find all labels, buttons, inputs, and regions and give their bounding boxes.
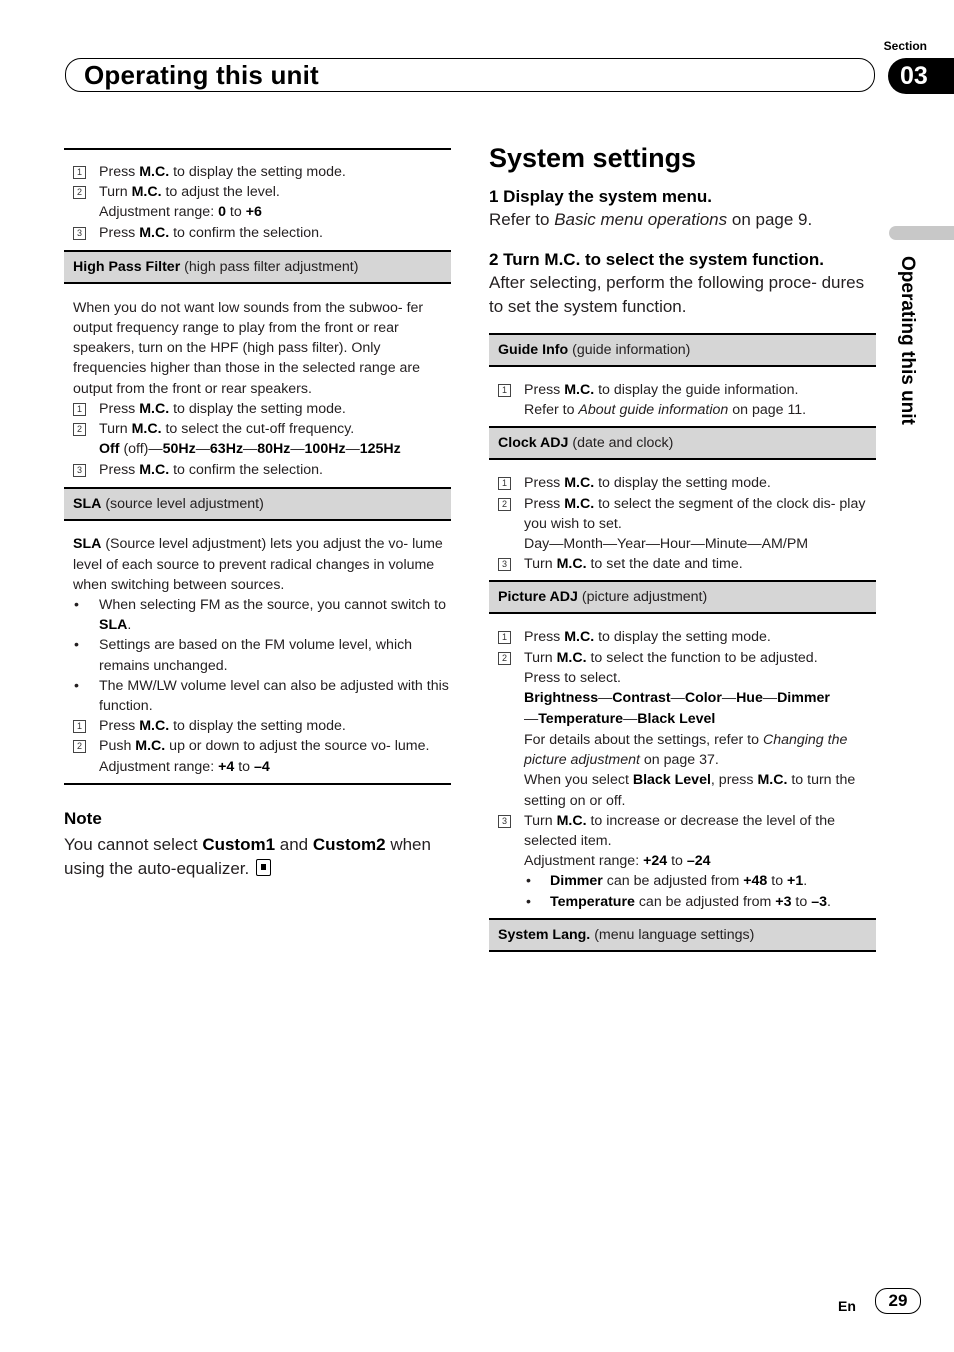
section-number-badge: 03 <box>888 58 954 94</box>
frequency-options: Off (off)—50Hz—63Hz—80Hz—100Hz—125Hz <box>99 441 401 458</box>
step-item: 3 Turn M.C. to increase or decrease the level of the selected item. <box>489 811 876 851</box>
step-body: Refer to Basic menu operations on page 9. <box>489 210 813 229</box>
adjustment-range: Adjustment range: 0 to +6 <box>99 204 262 221</box>
step-body: After selecting, perform the following proce- dures to set the system function. <box>489 273 865 316</box>
press-to-select: Press to select. <box>524 669 621 686</box>
step-item: 1 Press M.C. to display the guide information. <box>489 380 876 400</box>
step-heading: 1 Display the system menu. <box>489 187 712 206</box>
sla-band: SLA (source level adjustment) <box>64 487 451 521</box>
list-item: • Dimmer can be adjusted from +48 to +1. <box>489 871 876 891</box>
list-item: • The MW/LW volume level can also be adjusted with this function. <box>64 676 451 716</box>
side-tab-label: Operating this unit <box>897 256 918 425</box>
step-item: 2 Push M.C. up or down to adjust the source vo- lume. <box>64 736 451 756</box>
adjustment-range: Adjustment range: +24 to –24 <box>524 853 711 870</box>
step-item: 3 Turn M.C. to set the date and time. <box>489 554 876 574</box>
black-level-note: When you select Black Level, press M.C. to turn the setting on or off. <box>524 772 856 809</box>
step-item: 1 Press M.C. to display the setting mode. <box>64 399 451 419</box>
page-title: Operating this unit <box>84 60 319 90</box>
details-reference: For details about the settings, refer to Changing the picture adjustment on page 37. <box>524 732 848 769</box>
hpf-band: High Pass Filter (high pass filter adjustment) <box>64 250 451 284</box>
step-item: 2 Press M.C. to select the segment of the clock dis- play you wish to set. <box>489 494 876 534</box>
section-heading: System settings <box>489 143 697 173</box>
clock-segments: Day—Month—Year—Hour—Minute—AM/PM <box>524 536 809 553</box>
clock-adj-band: Clock ADJ (date and clock) <box>489 426 876 460</box>
right-column <box>489 142 876 952</box>
step-item: 2 Turn M.C. to select the function to be adjusted. <box>489 648 876 668</box>
note-heading: Note <box>64 808 102 828</box>
step-item: 1 Press M.C. to display the setting mode. <box>64 162 451 182</box>
picture-adj-band: Picture ADJ (picture adjustment) <box>489 580 876 614</box>
hpf-description: When you do not want low sounds from the subwoo- fer output frequency range to play from the front or rear speakers, turn on the HPF (high pass filter). Only frequencies higher than those in the selected range are output from the front or rear speakers. <box>73 299 424 397</box>
divider <box>64 148 451 150</box>
step-item: 2 Turn M.C. to adjust the level. <box>64 182 451 202</box>
step-item: 3 Press M.C. to confirm the selection. <box>64 460 451 480</box>
system-lang-band: System Lang. (menu language settings) <box>489 918 876 952</box>
section-label: Section <box>883 39 927 53</box>
step-item: 2 Turn M.C. to select the cut-off frequency. <box>64 419 451 439</box>
picture-functions: Brightness—Contrast—Color—Hue—Dimmer —Temperature—Black Level <box>524 690 830 728</box>
step-item: 1 Press M.C. to display the setting mode. <box>489 473 876 493</box>
step-heading: 2 Turn M.C. to select the system function. <box>489 250 825 269</box>
adjustment-range: Adjustment range: +4 to –4 <box>99 758 270 775</box>
side-tab <box>884 256 932 476</box>
list-item: • When selecting FM as the source, you cannot switch to SLA. <box>64 595 451 635</box>
divider <box>64 783 451 785</box>
page-number: 29 <box>875 1288 921 1314</box>
left-column <box>64 148 451 881</box>
list-item: • Settings are based on the FM volume level, which remains unchanged. <box>64 635 451 675</box>
end-mark-icon <box>256 859 271 876</box>
language-label: En <box>838 1298 856 1314</box>
side-tab-marker <box>889 226 954 240</box>
sla-description: SLA (Source level adjustment) lets you adjust the vo- lume level of each source to prevent radical changes in volume when switching between sources. <box>73 536 443 593</box>
step-item: 1 Press M.C. to display the setting mode. <box>64 716 451 736</box>
step-item: 3 Press M.C. to confirm the selection. <box>64 223 451 243</box>
step-item: 1 Press M.C. to display the setting mode. <box>489 627 876 647</box>
list-item: • Temperature can be adjusted from +3 to –3. <box>489 892 876 912</box>
note-text: You cannot select Custom1 and Custom2 when using the auto-equalizer. <box>64 835 431 879</box>
guide-info-band: Guide Info (guide information) <box>489 333 876 367</box>
reference-text: Refer to About guide information on page 11. <box>524 402 807 419</box>
